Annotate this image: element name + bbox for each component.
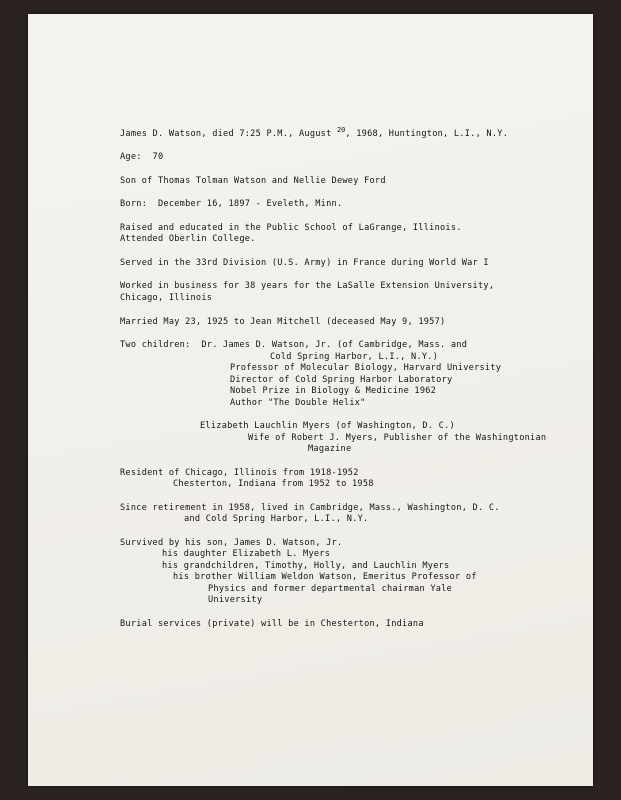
paragraph-parents: [120, 176, 565, 188]
paragraph-retirement: [120, 503, 565, 526]
text-line: Author "The Double Helix": [230, 397, 366, 408]
text-line: Elizabeth Lauchlin Myers (of Washington, D. C.): [200, 421, 455, 432]
text-line: his daughter Elizabeth L. Myers: [162, 549, 331, 560]
page-surface: [28, 14, 593, 786]
text-line: Chicago, Illinois: [120, 292, 213, 303]
paragraph-residences: [120, 468, 565, 491]
text-line: Burial services (private) will be in Chesterton, Indiana: [120, 618, 424, 629]
text-line: Wife of Robert J. Myers, Publisher of the Washingtonian: [248, 432, 547, 443]
superscript-date: 20: [336, 126, 346, 134]
paragraph-birth: [120, 199, 565, 211]
paragraph-marriage: [120, 317, 565, 329]
text-line: Cold Spring Harbor, L.I., N.Y.): [270, 351, 439, 362]
paragraph-age: [120, 152, 565, 164]
text-line: and Cold Spring Harbor, L.I., N.Y.: [184, 514, 369, 525]
text-line: Worked in business for 38 years for the LaSalle Extension University,: [120, 281, 495, 292]
text-line: Two children: Dr. James D. Watson, Jr. (of Cambridge, Mass. and: [120, 340, 468, 351]
text-line: Director of Cold Spring Harbor Laboratory: [230, 374, 453, 385]
text-line: Physics and former departmental chairman Yale: [208, 583, 453, 594]
text-line: Professor of Molecular Biology, Harvard University: [230, 363, 502, 374]
paragraph-children-son: [120, 340, 565, 409]
text-line: Son of Thomas Tolman Watson and Nellie Dewey Ford: [120, 175, 386, 186]
text-line: Married May 23, 1925 to Jean Mitchell (deceased May 9, 1957): [120, 316, 446, 327]
text-line: Chesterton, Indiana from 1952 to 1958: [173, 479, 374, 490]
text-line: Served in the 33rd Division (U.S. Army) in France during World War I: [120, 257, 489, 268]
text-line: University: [208, 595, 263, 606]
text-line: Age: 70: [120, 152, 164, 163]
paragraph-children-daughter: [120, 421, 565, 456]
paragraph-survivors: [120, 538, 565, 607]
text-line: Since retirement in 1958, lived in Cambridge, Mass., Washington, D. C.: [120, 502, 500, 513]
text-line: Survived by his son, James D. Watson, Jr.: [120, 537, 343, 548]
text-line: Resident of Chicago, Illinois from 1918-1952: [120, 467, 359, 478]
text-line: Magazine: [308, 444, 352, 455]
document-page: [28, 14, 593, 786]
paragraph-military-service: [120, 258, 565, 270]
paragraph-employment: [120, 281, 565, 304]
text-line: his brother William Weldon Watson, Emeritus Professor of: [173, 572, 477, 583]
text-line: Born: December 16, 1897 - Eveleth, Minn.: [120, 199, 343, 210]
text-line: his grandchildren, Timothy, Holly, and Lauchlin Myers: [162, 560, 450, 571]
paragraph-death-notice: [120, 126, 565, 140]
paragraph-burial: [120, 619, 565, 631]
text-line: Raised and educated in the Public School of LaGrange, Illinois.: [120, 222, 462, 233]
text-line: Attended Oberlin College.: [120, 234, 256, 245]
paragraph-education: [120, 223, 565, 246]
text-line: Nobel Prize in Biology & Medicine 1962: [230, 386, 437, 397]
document-text-body: [120, 126, 565, 642]
text-line: James D. Watson, died 7:25 P.M., August $^{20}$, 1968, Huntington, L.I., N.Y.: [120, 126, 509, 139]
